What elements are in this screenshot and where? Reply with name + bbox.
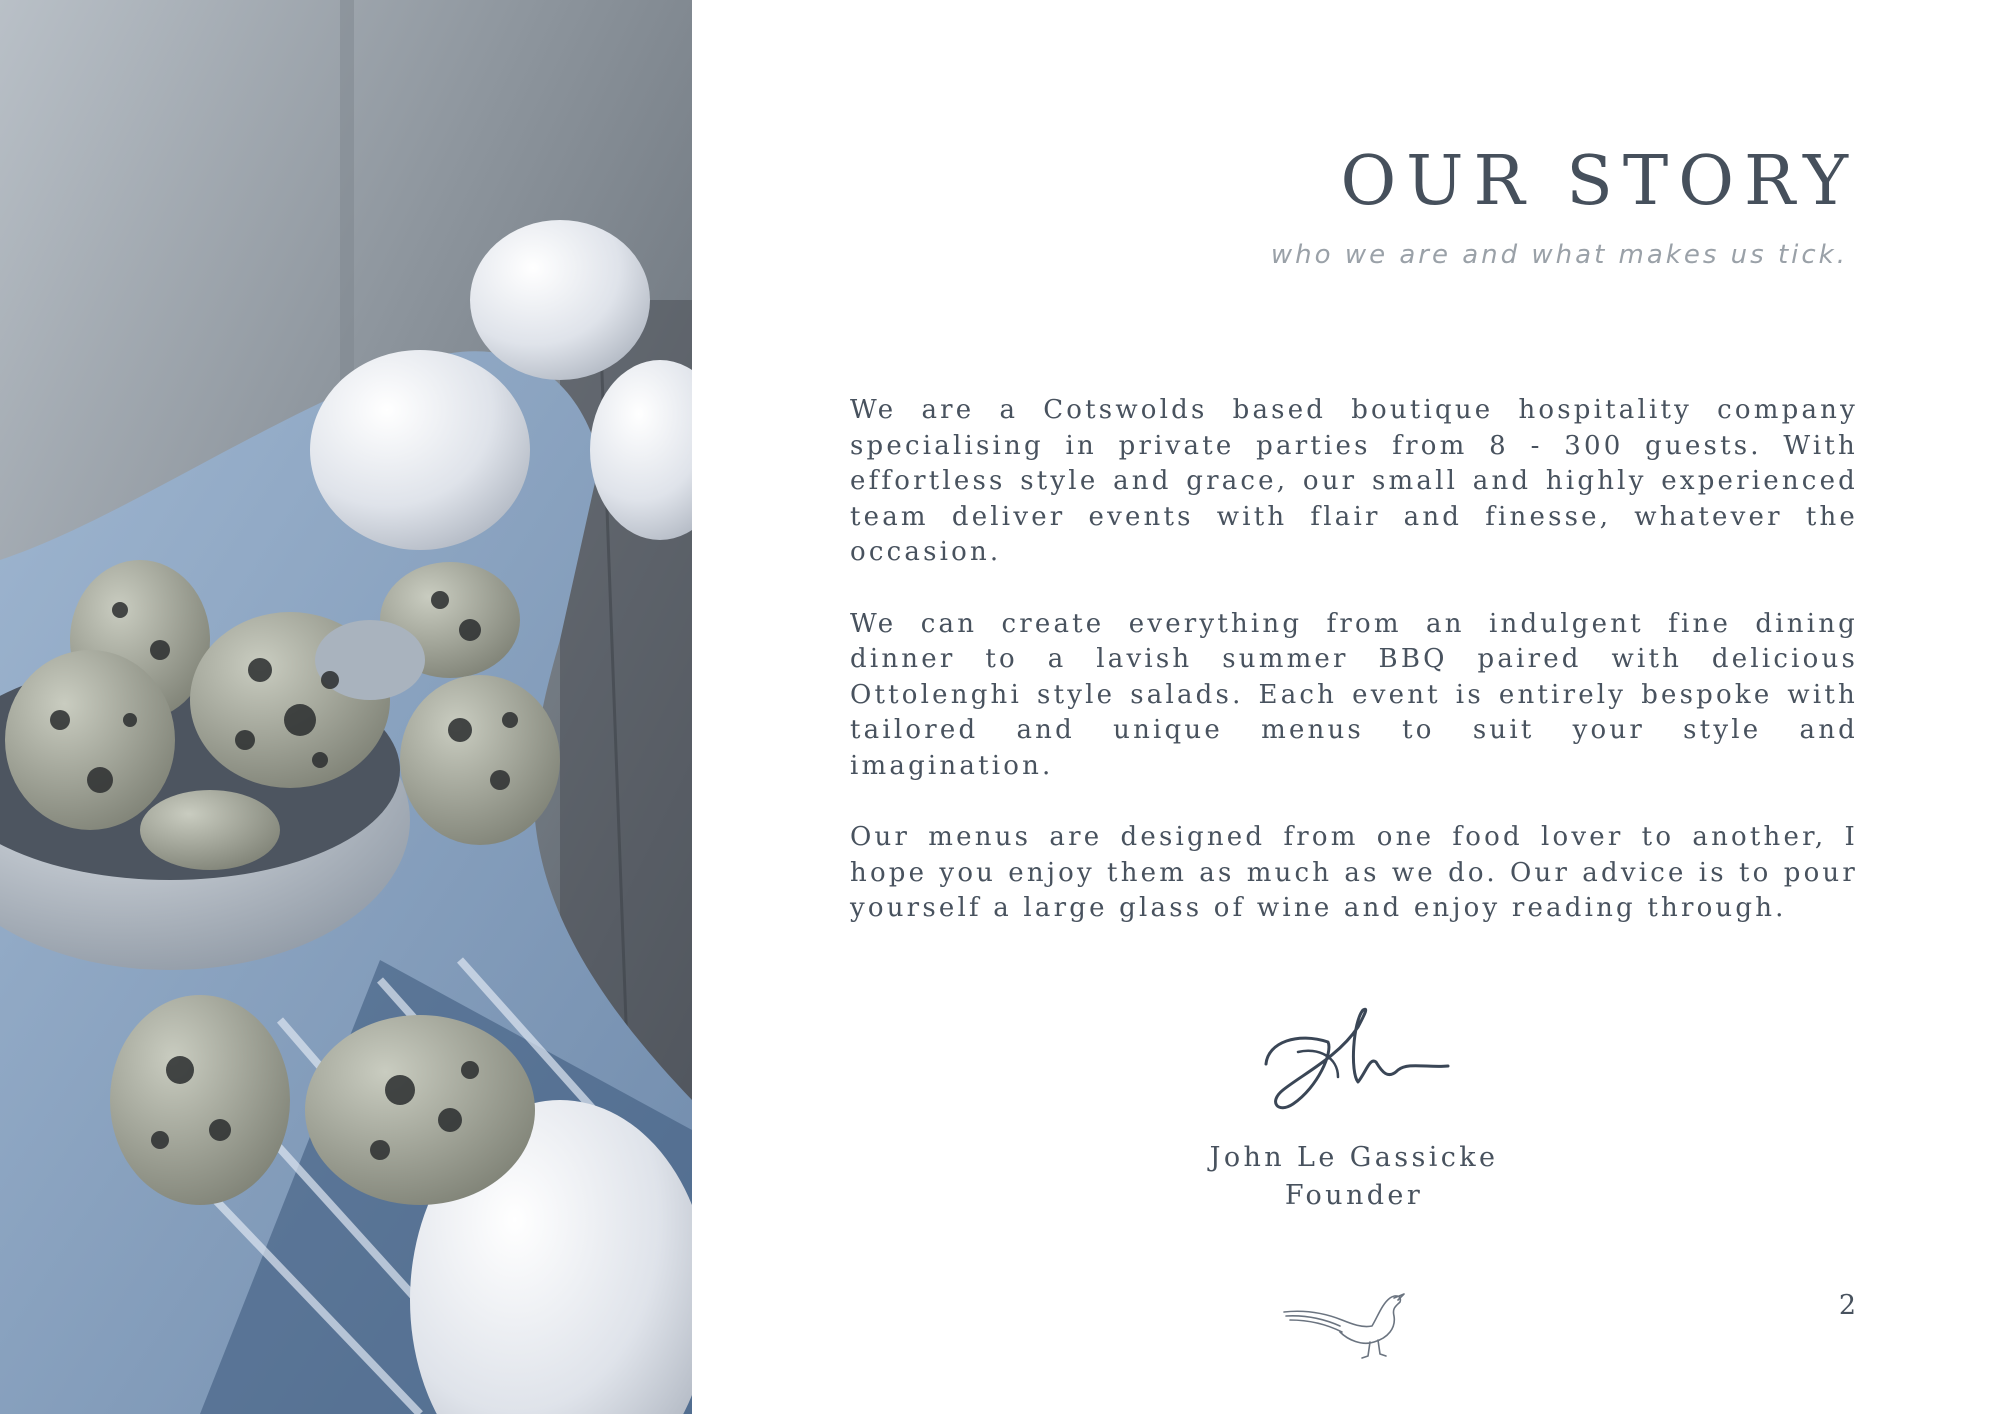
story-body [850,393,1858,963]
quail-eggs-photo [0,0,692,1414]
story-paragraph-3: Our menus are designed from one food lover to another, I hope you enjoy them as much as we do. Our advice is to pour yourself a large glass of wine and enjoy reading through. [850,822,1858,923]
page-subtitle: who we are and what makes us tick. [1270,240,1848,270]
page-number: 2 [1838,1290,1856,1321]
founder-role: Founder [1284,1180,1424,1211]
founder-name: John Le Gassicke [1209,1142,1499,1173]
story-paragraph-2: We can create everything from an indulgent fine dining dinner to a lavish summer BBQ paired with delicious Ottolenghi style salads. Each event is entirely bespoke with tailored and unique menus to suit your style and imagination. [850,608,1858,781]
page-title: OUR STORY [1340,142,1858,221]
quail-eggs-illustration [0,0,692,1414]
pheasant-icon [1282,1282,1412,1362]
signature-icon [1258,1002,1458,1122]
story-paragraph-1: We are a Cotswolds based boutique hospitality company specialising in private parties from 8 - 300 guests. With effortless style and grace, our small and highly experienced team deliver events with flair and finesse, whatever the occasion. [850,395,1858,567]
